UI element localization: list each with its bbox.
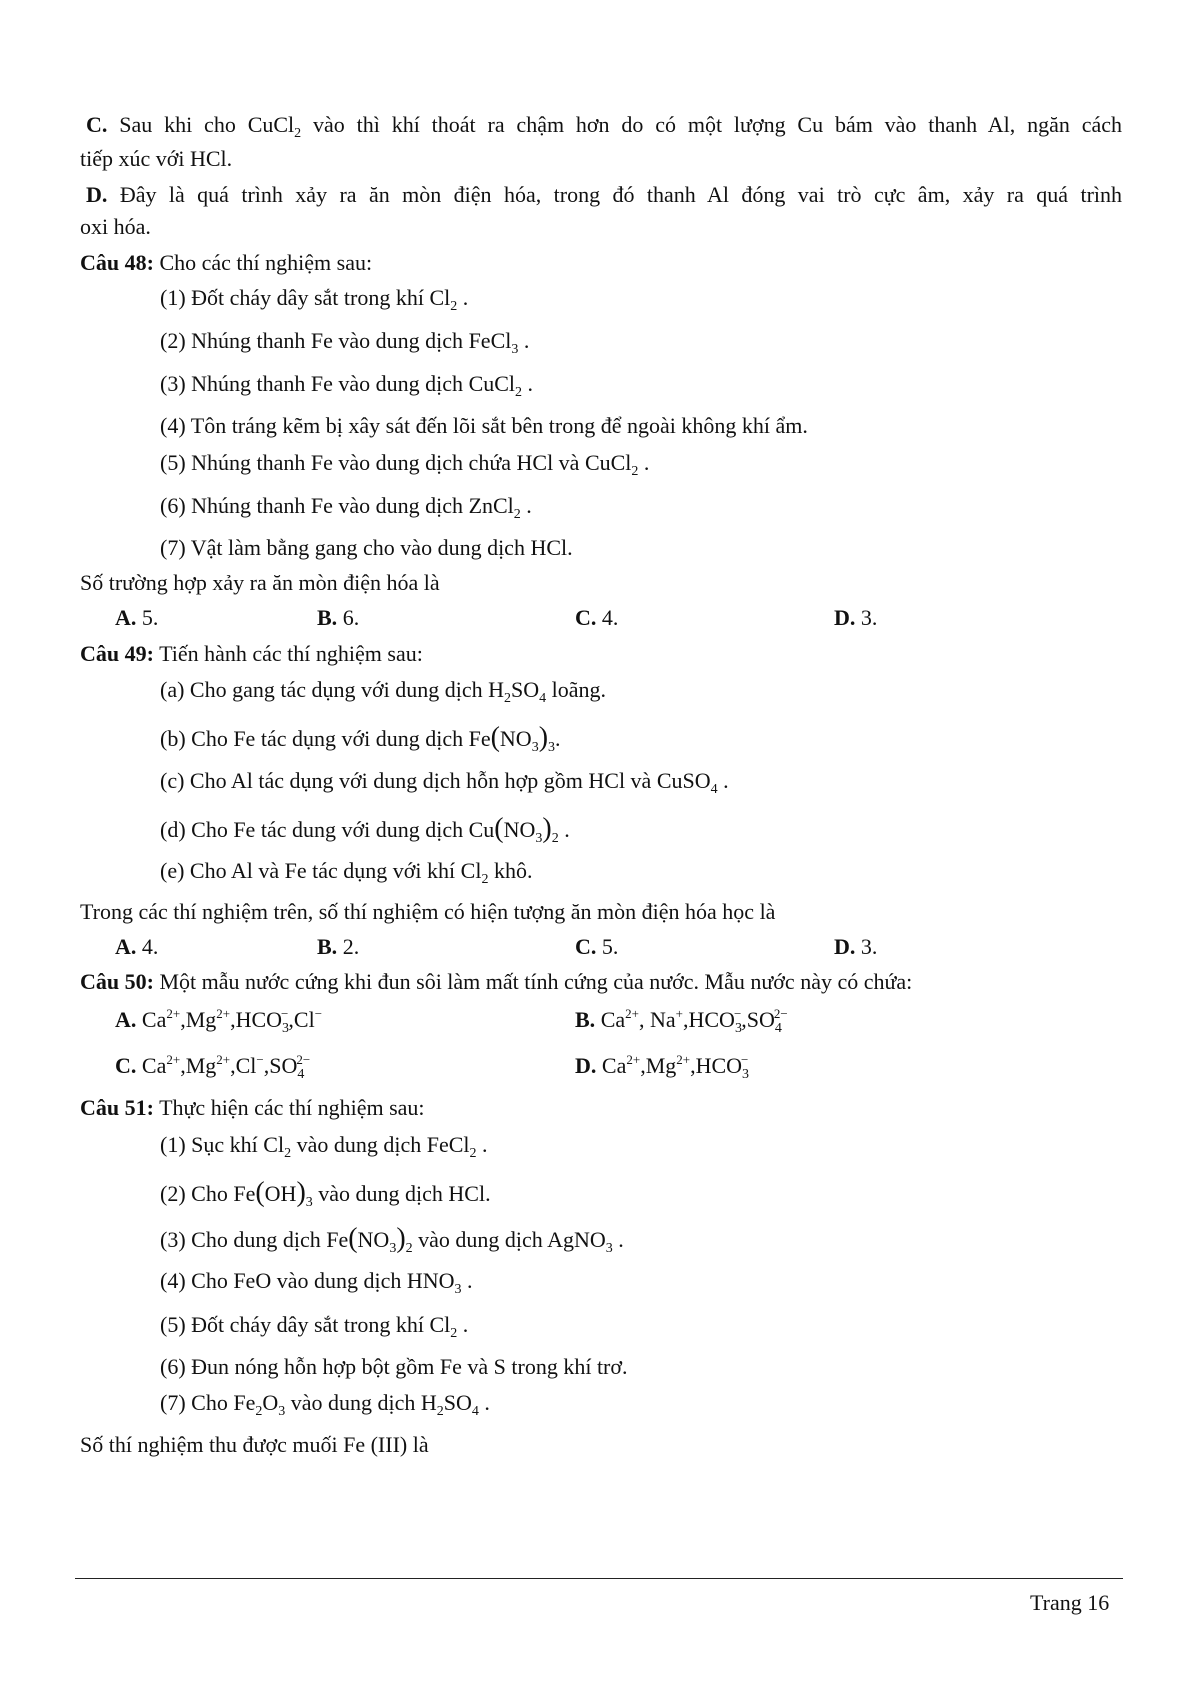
footer-divider — [75, 1578, 1123, 1579]
option-label: B. — [317, 934, 338, 959]
formula-hno3: $HNO_3$ . — [406, 1268, 473, 1297]
q49-question: Trong các thí nghiệm trên, số thí nghiệm có hiện tượng ăn mòn điện hóa học là — [80, 899, 776, 924]
q49-option-b[interactable] — [317, 936, 359, 958]
option-text: 6. — [342, 605, 360, 630]
option-text: 5. — [601, 934, 619, 959]
q48-item-2-text: (2) Nhúng thanh Fe vào dung dịch — [160, 328, 464, 353]
q51-item-2-text-a: (2) Cho — [160, 1181, 228, 1206]
formula-fe2o3: $Fe_2O_3$ — [233, 1390, 286, 1419]
q49-stem-text: Tiến hành các thí nghiệm sau: — [159, 641, 423, 666]
q51-item-3-text-b: vào dung dịch — [418, 1227, 543, 1252]
q51-item-1-text-a: (1) Sục khí — [160, 1132, 258, 1157]
formula-fe-no3-2: $Fe(NO_3)_2$ — [326, 1223, 413, 1256]
q48-option-b[interactable] — [317, 607, 359, 629]
q51-item-5 — [160, 1312, 469, 1341]
option-text: 5. — [141, 605, 159, 630]
formula-agno3: AgNO$_3$ . — [547, 1227, 624, 1256]
q48-item-7: (7) Vật làm bằng gang cho vào dung dịch HCl. — [160, 535, 573, 560]
option-label: B. — [317, 605, 338, 630]
q51-item-4 — [160, 1268, 473, 1297]
option-d-line-2: oxi hóa. — [80, 214, 151, 239]
q49-item-a-tail: loãng. — [551, 677, 607, 702]
q50-option-c[interactable]: C. $Ca^{2+},Mg^{2+},Cl^-,SO_4^{2-}$ — [115, 1052, 311, 1082]
q49-item-b — [160, 722, 561, 755]
formula-cu-no3-2: $Cu(NO_3)_2$ . — [468, 813, 570, 846]
option-label: D. — [575, 1053, 597, 1078]
formula-cucl2: CuCl$_2$ . — [468, 371, 534, 400]
q51-item-5-text-a: (5) Đốt cháy dây sắt trong khí — [160, 1312, 424, 1337]
q51-item-7-text-a: (7) Cho — [160, 1390, 228, 1415]
q51-item-7-text-b: vào dung dịch — [290, 1390, 416, 1415]
q49-item-a-text: (a) Cho gang tác dụng với dung dịch — [160, 677, 483, 702]
q49-item-a — [160, 677, 607, 706]
option-d-line-1 — [86, 184, 1122, 206]
q49-item-e — [160, 858, 533, 887]
option-d-text-a: Đây là quá trình xảy ra ăn mòn điện hóa, trong đó thanh Al đóng vai trò cực âm, xảy ra quá trình — [119, 182, 1123, 207]
q50-option-d[interactable]: D. $Ca^{2+},Mg^{2+},HCO_3^-$ — [575, 1052, 750, 1082]
q49-option-d[interactable] — [834, 936, 877, 958]
option-label: C. — [115, 1053, 137, 1078]
option-c-line-1 — [86, 112, 1123, 141]
q50-option-a[interactable]: A. $Ca^{2+},Mg^{2+},HCO_3^-,Cl^-$ — [115, 1006, 323, 1036]
option-text: 2. — [342, 934, 360, 959]
option-c-text-b: vào thì khí thoát ra chậm hơn do có một lượng Cu bám vào thanh Al, ngăn cách — [313, 112, 1123, 137]
option-label: B. — [575, 1007, 596, 1032]
option-label: C. — [575, 934, 597, 959]
q50-option-b[interactable]: B. $Ca^{2+}$, $Na^+,HCO_3^-,SO_4^{2-}$ — [575, 1006, 788, 1036]
formula-cucl2: CuCl$_2$ — [247, 112, 302, 141]
q49-item-e-tail: khô. — [493, 858, 533, 883]
q50-label: Câu 50: — [80, 969, 154, 994]
q51-question: Số thí nghiệm thu được muối Fe (III) là — [80, 1432, 429, 1457]
q50-stem-text: Một mẫu nước cứng khi đun sôi làm mất tính cứng của nước. Mẫu nước này có chứa: — [159, 969, 913, 994]
q48-option-c[interactable] — [575, 607, 618, 629]
q49-item-d — [160, 813, 570, 846]
option-d-label: D. — [86, 182, 108, 207]
option-c-label: C. — [86, 112, 108, 137]
formula-cl2: $Cl_2$ — [263, 1132, 292, 1161]
q51-item-3-text-a: (3) Cho dung dịch — [160, 1227, 321, 1252]
q49-stem — [80, 643, 423, 665]
q49-option-c[interactable] — [575, 936, 618, 958]
formula-zncl2: ZnCl$_2$ . — [468, 493, 532, 522]
q48-item-6 — [160, 493, 532, 522]
q48-stem-text: Cho các thí nghiệm sau: — [159, 250, 373, 275]
formula-cl2: $Cl_2$ . — [429, 1312, 469, 1341]
q51-stem-text: Thực hiện các thí nghiệm sau: — [159, 1095, 425, 1120]
q51-item-3 — [160, 1223, 624, 1256]
q49-item-d-text: (d) Cho Fe tác dung với dung dịch — [160, 817, 464, 842]
q48-option-a[interactable] — [115, 607, 158, 629]
option-label: D. — [834, 934, 856, 959]
q48-item-3-text: (3) Nhúng thanh Fe vào dung dịch — [160, 371, 464, 396]
q51-label: Câu 51: — [80, 1095, 154, 1120]
formula-cucl2: CuCl$_2$ . — [584, 450, 650, 479]
q48-option-d[interactable] — [834, 607, 877, 629]
q49-item-e-text: (e) Cho Al và Fe tác dụng với khí — [160, 858, 456, 883]
formula-fe-no3-3: $Fe(NO_3)_3$. — [468, 722, 561, 755]
q48-item-5-text: (5) Nhúng thanh Fe vào dung dịch chứa HCl và — [160, 450, 580, 475]
q51-item-2 — [160, 1177, 491, 1210]
option-c-line-2: tiếp xúc với HCl. — [80, 146, 233, 171]
q49-label: Câu 49: — [80, 641, 154, 666]
formula-fecl2: FeCl$_2$ . — [426, 1132, 488, 1161]
q51-item-2-text-b: vào dung dịch HCl. — [318, 1181, 491, 1206]
formula-cl2: $Cl_2$ — [460, 858, 489, 887]
q48-item-3 — [160, 371, 534, 400]
option-label: D. — [834, 605, 856, 630]
q51-item-4-text-a: (4) Cho FeO vào dung dịch — [160, 1268, 402, 1293]
q48-stem — [80, 252, 372, 274]
formula-h2so4: $H_2SO_4$ — [488, 677, 547, 706]
q49-item-c — [160, 768, 729, 797]
q48-label: Câu 48: — [80, 250, 154, 275]
q48-item-5 — [160, 450, 650, 479]
option-c-text-a: Sau khi cho — [119, 112, 236, 137]
q50-stem — [80, 971, 912, 993]
q49-item-b-text: (b) Cho Fe tác dụng với dung dịch — [160, 726, 464, 751]
q48-item-4: (4) Tôn tráng kẽm bị xây sát đến lõi sắt bên trong để ngoài không khí ẩm. — [160, 413, 808, 438]
option-text: 3. — [860, 934, 878, 959]
q49-item-c-text: (c) Cho Al tác dụng với dung dịch hỗn hợp gồm HCl và — [160, 768, 652, 793]
q49-option-a[interactable] — [115, 936, 158, 958]
formula-h2so4: $H_2SO_4$ . — [420, 1390, 490, 1419]
q48-item-1-text: (1) Đốt cháy dây sắt trong khí — [160, 285, 424, 310]
q51-item-1 — [160, 1132, 488, 1161]
formula-fecl3: FeCl$_3$ . — [468, 328, 530, 357]
q48-question: Số trường hợp xảy ra ăn mòn điện hóa là — [80, 570, 440, 595]
q51-item-6: (6) Đun nóng hỗn hợp bột gồm Fe và S trong khí trơ. — [160, 1354, 628, 1379]
q51-item-7 — [160, 1390, 490, 1419]
formula-cl2: $Cl_2$ . — [429, 285, 469, 314]
formula-cuso4: CuSO$_4$ . — [656, 768, 729, 797]
option-text: 4. — [601, 605, 619, 630]
formula-fe-oh-3: $Fe(OH)_3$ — [233, 1177, 313, 1210]
option-label: A. — [115, 934, 137, 959]
q48-item-2 — [160, 328, 530, 357]
q48-item-6-text: (6) Nhúng thanh Fe vào dung dịch — [160, 493, 464, 518]
option-label: A. — [115, 605, 137, 630]
option-label: A. — [115, 1007, 137, 1032]
page-number: Trang 16 — [1030, 1590, 1110, 1615]
q51-stem — [80, 1097, 425, 1119]
q51-item-1-text-b: vào dung dịch — [296, 1132, 422, 1157]
q48-item-1 — [160, 285, 469, 314]
option-text: 4. — [141, 934, 159, 959]
option-text: 3. — [860, 605, 878, 630]
option-label: C. — [575, 605, 597, 630]
